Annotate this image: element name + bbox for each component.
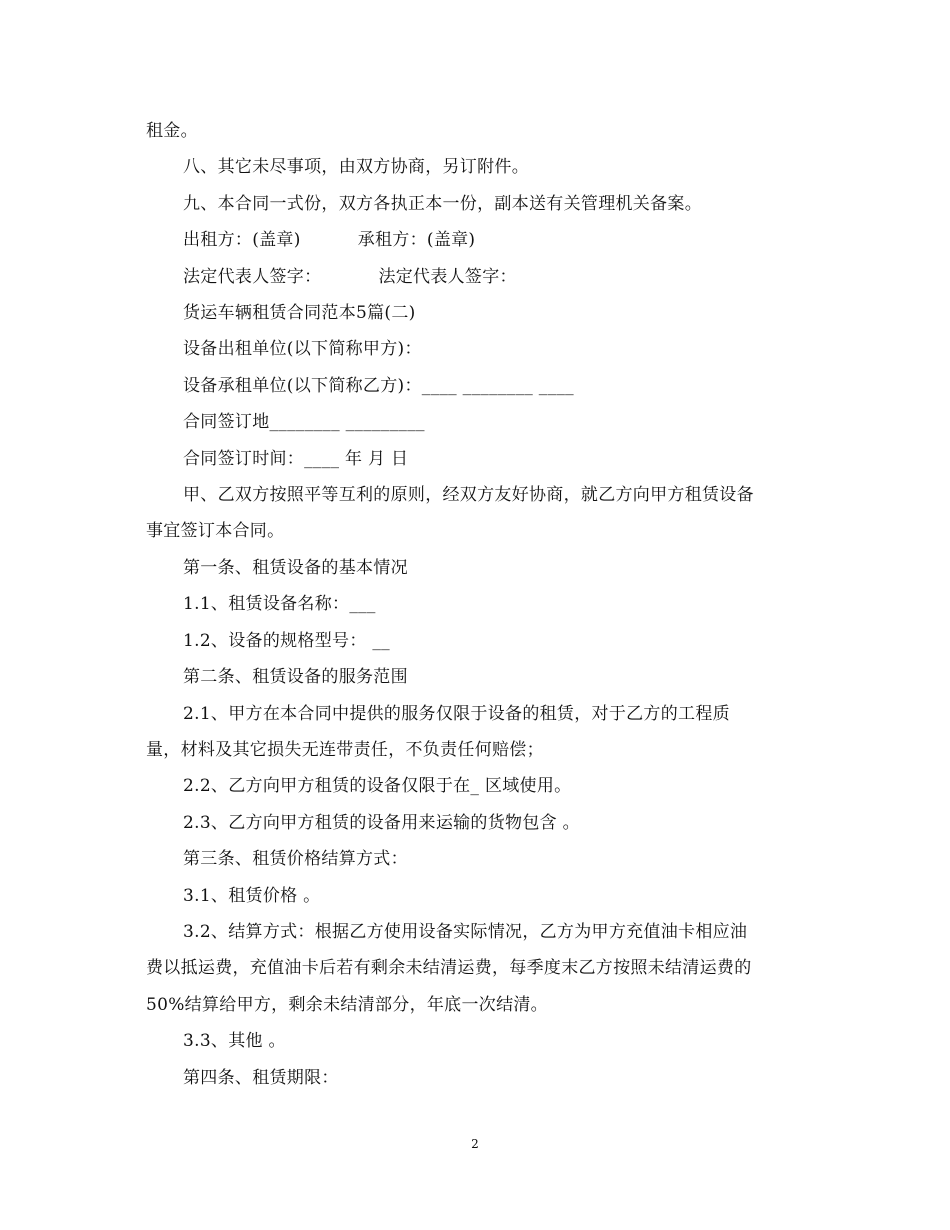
paragraph-line: 2.1、甲方在本合同中提供的服务仅限于设备的租赁，对于乙方的工程质 <box>183 703 730 724</box>
signature-line-representative: 法定代表人签字： 法定代表人签字： <box>183 266 517 287</box>
article-heading: 第三条、租赁价格结算方式： <box>183 849 408 870</box>
paragraph-line: 合同签订时间：____ 年 月 日 <box>183 448 409 469</box>
article-heading: 第二条、租赁设备的服务范围 <box>183 667 408 688</box>
paragraph-line: 2.2、乙方向甲方租赁的设备仅限于在_ 区域使用。 <box>183 776 572 797</box>
paragraph-line: 设备承租单位(以下简称乙方)：____ ________ ____ <box>183 375 574 396</box>
paragraph-line: 3.1、租赁价格 。 <box>183 885 321 906</box>
document-body <box>146 113 806 1096</box>
paragraph-line: 九、本合同一式份，双方各执正本一份，副本送有关管理机关备案。 <box>183 193 702 214</box>
paragraph-line: 八、其它未尽事项，由双方协商，另订附件。 <box>183 157 529 178</box>
paragraph-line: 2.3、乙方向甲方租赁的设备用来运输的货物包含 。 <box>183 812 580 833</box>
paragraph-line: 租金。 <box>146 121 198 141</box>
paragraph-line: 事宜签订本合同。 <box>146 521 285 542</box>
section-heading: 货运车辆租赁合同范本5篇(二) <box>183 303 416 324</box>
paragraph-line: 3.2、结算方式：根据乙方使用设备实际情况，乙方为甲方充值油卡相应油 <box>183 921 748 942</box>
paragraph-line: 费以抵运费，充值油卡后若有剩余未结清运费，每季度末乙方按照未结清运费的 <box>146 958 752 979</box>
article-heading: 第一条、租赁设备的基本情况 <box>183 557 408 578</box>
paragraph-line: 1.1、租赁设备名称：___ <box>183 594 376 615</box>
paragraph-line: 合同签订地________ _________ <box>183 412 425 433</box>
article-heading: 第四条、租赁期限： <box>183 1067 339 1088</box>
signature-line-seal: 出租方：(盖章) 承租方：(盖章) <box>183 230 476 251</box>
paragraph-line: 50%结算给甲方，剩余未结清部分，年底一次结清。 <box>146 994 548 1015</box>
paragraph-line: 设备出租单位(以下简称甲方)： <box>183 339 422 360</box>
paragraph-line: 1.2、设备的规格型号： __ <box>183 630 390 651</box>
paragraph-line: 甲、乙双方按照平等互利的原则，经双方友好协商，就乙方向甲方租赁设备 <box>183 485 754 506</box>
page-number: 2 <box>471 1137 479 1151</box>
paragraph-line: 量，材料及其它损失无连带责任，不负责任何赔偿； <box>146 739 544 760</box>
paragraph-line: 3.3、其他 。 <box>183 1031 286 1052</box>
